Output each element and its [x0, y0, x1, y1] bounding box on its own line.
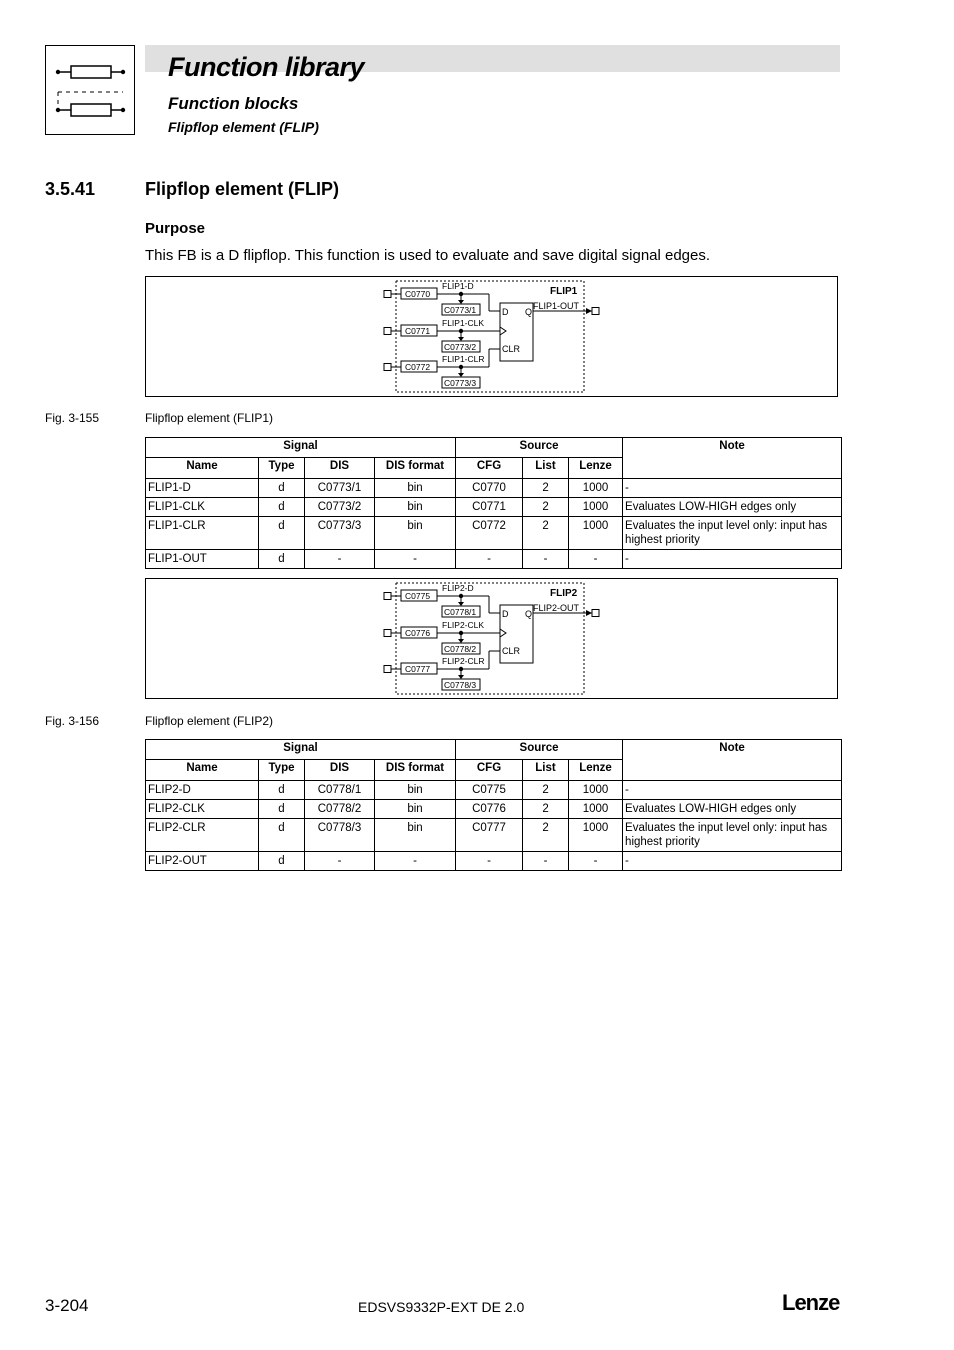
flip2-diagram: [145, 578, 838, 699]
source-cfg: C0771: [456, 498, 523, 517]
cfg-code: C0777: [405, 664, 431, 674]
cfg-code: C0771: [405, 326, 431, 336]
signal-dis-format: bin: [375, 781, 456, 800]
source-lenze: 1000: [569, 517, 623, 550]
signal-dis: C0773/3: [305, 517, 375, 550]
junction-dot: [459, 292, 463, 296]
signal-name: FLIP1-D: [146, 479, 259, 498]
input-signal-label: FLIP1-CLR: [442, 354, 485, 364]
signal-dis-format: bin: [375, 517, 456, 550]
signal-dis-format: bin: [375, 800, 456, 819]
signal-header: Signal: [146, 740, 456, 760]
source-list: 2: [523, 781, 569, 800]
signal-dis-format: -: [375, 550, 456, 569]
input-terminal: [384, 666, 391, 673]
name-header: Name: [146, 760, 259, 781]
signal-dis: -: [305, 852, 375, 871]
table-row: [146, 781, 842, 800]
output-terminal: [592, 610, 599, 617]
input-terminal: [384, 364, 391, 371]
dis-arrow: [458, 373, 464, 377]
page-subtitle: Function blocks: [168, 94, 299, 113]
signal-type: d: [259, 852, 305, 871]
section-title: Flipflop element (FLIP): [145, 179, 339, 199]
source-cfg: C0777: [456, 819, 523, 852]
source-lenze: 1000: [569, 800, 623, 819]
brand-logo: Lenze: [782, 1290, 840, 1315]
cfg-code: C0772: [405, 362, 431, 372]
source-lenze: -: [569, 550, 623, 569]
signal-note: Evaluates the input level only: input has highest priority: [623, 819, 842, 852]
dis-code: C0773/1: [444, 305, 477, 315]
junction-dot: [459, 667, 463, 671]
pin-q-label: Q: [525, 307, 533, 317]
source-list: 2: [523, 517, 569, 550]
table-row: [146, 852, 842, 871]
signal-name: FLIP2-OUT: [146, 852, 259, 871]
table-row: [146, 479, 842, 498]
signal-dis: C0778/1: [305, 781, 375, 800]
signal-name: FLIP1-CLK: [146, 498, 259, 517]
signal-type: d: [259, 819, 305, 852]
source-lenze: 1000: [569, 819, 623, 852]
signal-type: d: [259, 781, 305, 800]
source-list: 2: [523, 819, 569, 852]
pin-d-label: D: [502, 609, 509, 619]
signal-table-flip2: [145, 739, 842, 871]
figure-number: Fig. 3-155: [45, 411, 100, 425]
source-cfg: -: [456, 852, 523, 871]
signal-note: Evaluates LOW-HIGH edges only: [623, 800, 842, 819]
signal-name: FLIP1-OUT: [146, 550, 259, 569]
block-name: FLIP1: [550, 286, 578, 297]
source-list: 2: [523, 800, 569, 819]
signal-dis: C0773/1: [305, 479, 375, 498]
signal-note: -: [623, 550, 842, 569]
signal-name: FLIP2-D: [146, 781, 259, 800]
signal-dis-format: -: [375, 852, 456, 871]
table-row: [146, 800, 842, 819]
dis-arrow: [458, 639, 464, 643]
output-label: FLIP2-OUT: [533, 603, 580, 613]
dis-arrow: [458, 300, 464, 304]
cfg-header: CFG: [456, 760, 523, 781]
pin-d-label: D: [502, 307, 509, 317]
page-subsubtitle: Flipflop element (FLIP): [168, 119, 319, 135]
figure-caption: Flipflop element (FLIP2): [145, 714, 274, 728]
signal-dis-format: bin: [375, 498, 456, 517]
source-lenze: 1000: [569, 781, 623, 800]
list-header: List: [523, 760, 569, 781]
cfg-header: CFG: [456, 458, 523, 479]
source-cfg: -: [456, 550, 523, 569]
source-cfg: C0775: [456, 781, 523, 800]
note-header: Note: [623, 740, 842, 781]
output-arrow: [586, 308, 592, 314]
junction-dot: [459, 329, 463, 333]
lenze-header: Lenze: [569, 760, 623, 781]
signal-dis-format: bin: [375, 479, 456, 498]
function-block-icon: [46, 46, 134, 134]
dis-code: C0773/3: [444, 378, 477, 388]
lenze-header: Lenze: [569, 458, 623, 479]
source-header: Source: [456, 438, 623, 458]
input-signal-label: FLIP2-D: [442, 583, 474, 593]
dis-header: DIS: [305, 760, 375, 781]
cfg-code: C0776: [405, 628, 431, 638]
output-terminal: [592, 308, 599, 315]
pin-clr-label: CLR: [502, 344, 521, 354]
dis-arrow: [458, 675, 464, 679]
type-header: Type: [259, 458, 305, 479]
signal-note: Evaluates the input level only: input has highest priority: [623, 517, 842, 550]
signal-dis: C0778/2: [305, 800, 375, 819]
input-signal-label: FLIP2-CLR: [442, 656, 485, 666]
junction-dot: [459, 594, 463, 598]
signal-header: Signal: [146, 438, 456, 458]
source-list: -: [523, 852, 569, 871]
dis-format-header: DIS format: [375, 458, 456, 479]
input-signal-label: FLIP2-CLK: [442, 620, 485, 630]
input-terminal: [384, 630, 391, 637]
junction-dot: [459, 631, 463, 635]
flip1-diagram: [145, 276, 838, 397]
page-number: 3-204: [45, 1296, 89, 1315]
signal-note: -: [623, 852, 842, 871]
output-label: FLIP1-OUT: [533, 301, 580, 311]
signal-note: -: [623, 479, 842, 498]
table-row: [146, 550, 842, 569]
junction-dot: [459, 365, 463, 369]
source-cfg: C0772: [456, 517, 523, 550]
table-row: [146, 498, 842, 517]
cfg-code: C0770: [405, 289, 431, 299]
output-arrow: [586, 610, 592, 616]
signal-type: d: [259, 517, 305, 550]
dis-format-header: DIS format: [375, 760, 456, 781]
list-header: List: [523, 458, 569, 479]
dis-header: DIS: [305, 458, 375, 479]
dis-code: C0778/2: [444, 644, 477, 654]
signal-name: FLIP2-CLR: [146, 819, 259, 852]
signal-dis: -: [305, 550, 375, 569]
purpose-text: This FB is a D flipflop. This function is used to evaluate and save digital signal edges.: [145, 247, 711, 264]
dis-code: C0773/2: [444, 342, 477, 352]
page-title: Function library: [168, 52, 365, 82]
figure-caption: Flipflop element (FLIP1): [145, 411, 274, 425]
cfg-code: C0775: [405, 591, 431, 601]
type-header: Type: [259, 760, 305, 781]
dis-arrow: [458, 337, 464, 341]
dis-code: C0778/3: [444, 680, 477, 690]
input-terminal: [384, 328, 391, 335]
figure-number: Fig. 3-156: [45, 714, 100, 728]
block-name: FLIP2: [550, 588, 578, 599]
source-list: 2: [523, 479, 569, 498]
signal-type: d: [259, 800, 305, 819]
input-terminal: [384, 593, 391, 600]
pin-q-label: Q: [525, 609, 533, 619]
document-id: EDSVS9332P-EXT DE 2.0: [358, 1299, 525, 1315]
purpose-heading: Purpose: [145, 220, 206, 237]
source-cfg: C0776: [456, 800, 523, 819]
name-header: Name: [146, 458, 259, 479]
note-header: Note: [623, 438, 842, 479]
table-row: [146, 819, 842, 852]
signal-dis: C0773/2: [305, 498, 375, 517]
source-lenze: 1000: [569, 498, 623, 517]
signal-type: d: [259, 479, 305, 498]
table-row: [146, 517, 842, 550]
source-lenze: -: [569, 852, 623, 871]
source-list: 2: [523, 498, 569, 517]
input-signal-label: FLIP1-D: [442, 281, 474, 291]
chapter-logo: [45, 45, 135, 135]
signal-name: FLIP1-CLR: [146, 517, 259, 550]
signal-dis: C0778/3: [305, 819, 375, 852]
input-terminal: [384, 291, 391, 298]
input-signal-label: FLIP1-CLK: [442, 318, 485, 328]
source-cfg: C0770: [456, 479, 523, 498]
signal-table-flip1: [145, 437, 842, 569]
pin-clr-label: CLR: [502, 646, 521, 656]
signal-name: FLIP2-CLK: [146, 800, 259, 819]
signal-dis-format: bin: [375, 819, 456, 852]
signal-note: -: [623, 781, 842, 800]
dis-arrow: [458, 602, 464, 606]
section-number: 3.5.41: [45, 179, 96, 199]
source-header: Source: [456, 740, 623, 760]
signal-type: d: [259, 498, 305, 517]
dis-code: C0778/1: [444, 607, 477, 617]
signal-note: Evaluates LOW-HIGH edges only: [623, 498, 842, 517]
signal-type: d: [259, 550, 305, 569]
source-lenze: 1000: [569, 479, 623, 498]
source-list: -: [523, 550, 569, 569]
